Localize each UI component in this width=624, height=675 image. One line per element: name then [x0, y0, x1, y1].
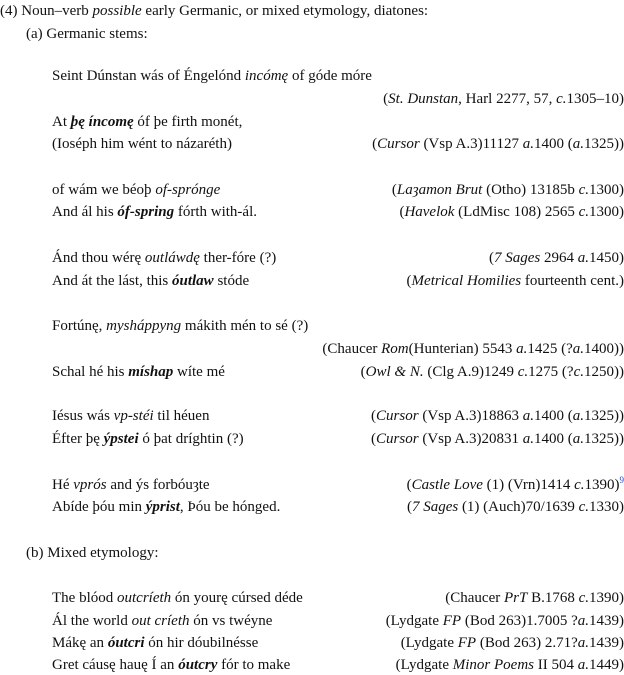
heading-text: (4) Noun–verb: [0, 3, 93, 19]
source-line: [52, 89, 624, 109]
quote-text: Schal hé his míshap wíte mé: [52, 364, 225, 380]
quote-text: of wám we béoþ of-sprónge: [52, 182, 221, 198]
source-citation: (Owl & N. (Clg A.9)1249 c.1275 (?c.1250)): [360, 364, 624, 380]
quote-text: Fortúnę, mysháppyng mákith mén to sé (?): [52, 318, 309, 334]
source-citation: (Cursor (Vsp A.3)20831 a.1400 (a.1325)): [371, 431, 624, 447]
source-line: [52, 339, 624, 359]
source-citation: (St. Dunstan, Harl 2277, 57, c.1305–10): [383, 91, 624, 107]
source-citation: (7 Sages (1) (Auch)70/1639 c.1330): [406, 499, 624, 515]
source-citation: (Lydgate FP (Bod 263)1.7005 ?a.1439): [385, 613, 624, 629]
quote-text: Gret cáusę hauę Í an óutcry fór to make: [52, 657, 291, 673]
quote-line: [52, 655, 624, 675]
source-citation: (Lydgate FP (Bod 263) 2.71?a.1439): [400, 635, 624, 651]
quote-line: [52, 429, 624, 449]
quote-line: [52, 112, 624, 132]
quote-line: [52, 406, 624, 426]
quote-line: [52, 475, 624, 495]
heading-emphasis: possible: [92, 3, 142, 19]
quote-line: [52, 316, 624, 336]
quote-text: Mákę an óutcri ón hir dóubilnésse: [52, 635, 259, 651]
quote-line: [52, 497, 624, 517]
quote-text: Ánd thou wérę outláwdę ther-fóre (?): [52, 250, 277, 266]
source-citation: (Cursor (Vsp A.3)11127 a.1400 (a.1325)): [372, 136, 624, 152]
source-citation: (Lydgate Minor Poems II 504 a.1449): [395, 657, 624, 673]
quote-text: At þę íncomę óf þe firth monét,: [52, 114, 243, 130]
source-citation: (Metrical Homilies fourteenth cent.): [406, 273, 624, 289]
example-heading: [0, 1, 428, 21]
quote-line: [52, 248, 624, 268]
quote-text: Éfter þę ýpstei ó þat dríghtin (?): [52, 431, 244, 447]
quote-line: [52, 611, 624, 631]
quote-line: [52, 66, 624, 86]
footnote-marker[interactable]: 9: [619, 475, 624, 485]
source-citation: (Chaucer Rom(Hunterian) 5543 a.1425 (?a.1400)): [322, 341, 624, 357]
quote-text: And ál his óf-spring fórth with-ál.: [52, 204, 258, 220]
quote-text: Abíde þóu min ýprist, Þóu be hónged.: [52, 499, 281, 515]
quote-line: [52, 271, 624, 291]
quote-line: [52, 588, 624, 608]
quote-text: Iésus wás vp-stéi til héuen: [52, 408, 210, 424]
quote-line: [52, 202, 624, 222]
source-citation: (7 Sages 2964 a.1450): [489, 250, 624, 266]
quote-line: [52, 134, 624, 154]
quote-text: Ál the world out críeth ón vs twéyne: [52, 613, 273, 629]
quote-text: The blóod outcríeth ón yourę cúrsed déde: [52, 590, 303, 606]
source-citation: (Havelok (LdMisc 108) 2565 c.1300): [399, 204, 624, 220]
heading-text-end: early Germanic, or mixed etymology, diatones:: [141, 3, 429, 19]
quote-text: Seint Dúnstan wás of Éngelónd incómę of góde móre: [52, 68, 372, 84]
source-citation: (Laȝamon Brut (Otho) 13185b c.1300): [391, 182, 624, 198]
source-citation: (Cursor (Vsp A.3)18863 a.1400 (a.1325)): [371, 408, 624, 424]
quote-text: Hé vprós and ýs forbóuȝte: [52, 477, 210, 493]
section-a-label: (a) Germanic stems:: [26, 26, 148, 42]
quote-text: And át the lást, this óutlaw stóde: [52, 273, 250, 289]
quote-line: [52, 633, 624, 653]
quote-line: [52, 180, 624, 200]
quote-line: [52, 362, 624, 382]
quote-text: (Ioséph him wént to názaréth): [52, 136, 232, 152]
source-citation: (Chaucer PrT B.1768 c.1390): [445, 590, 624, 606]
section-b-label: (b) Mixed etymology:: [26, 545, 159, 561]
source-citation: (Castle Love (1) (Vrn)1414 c.1390)$^9$: [406, 475, 624, 493]
